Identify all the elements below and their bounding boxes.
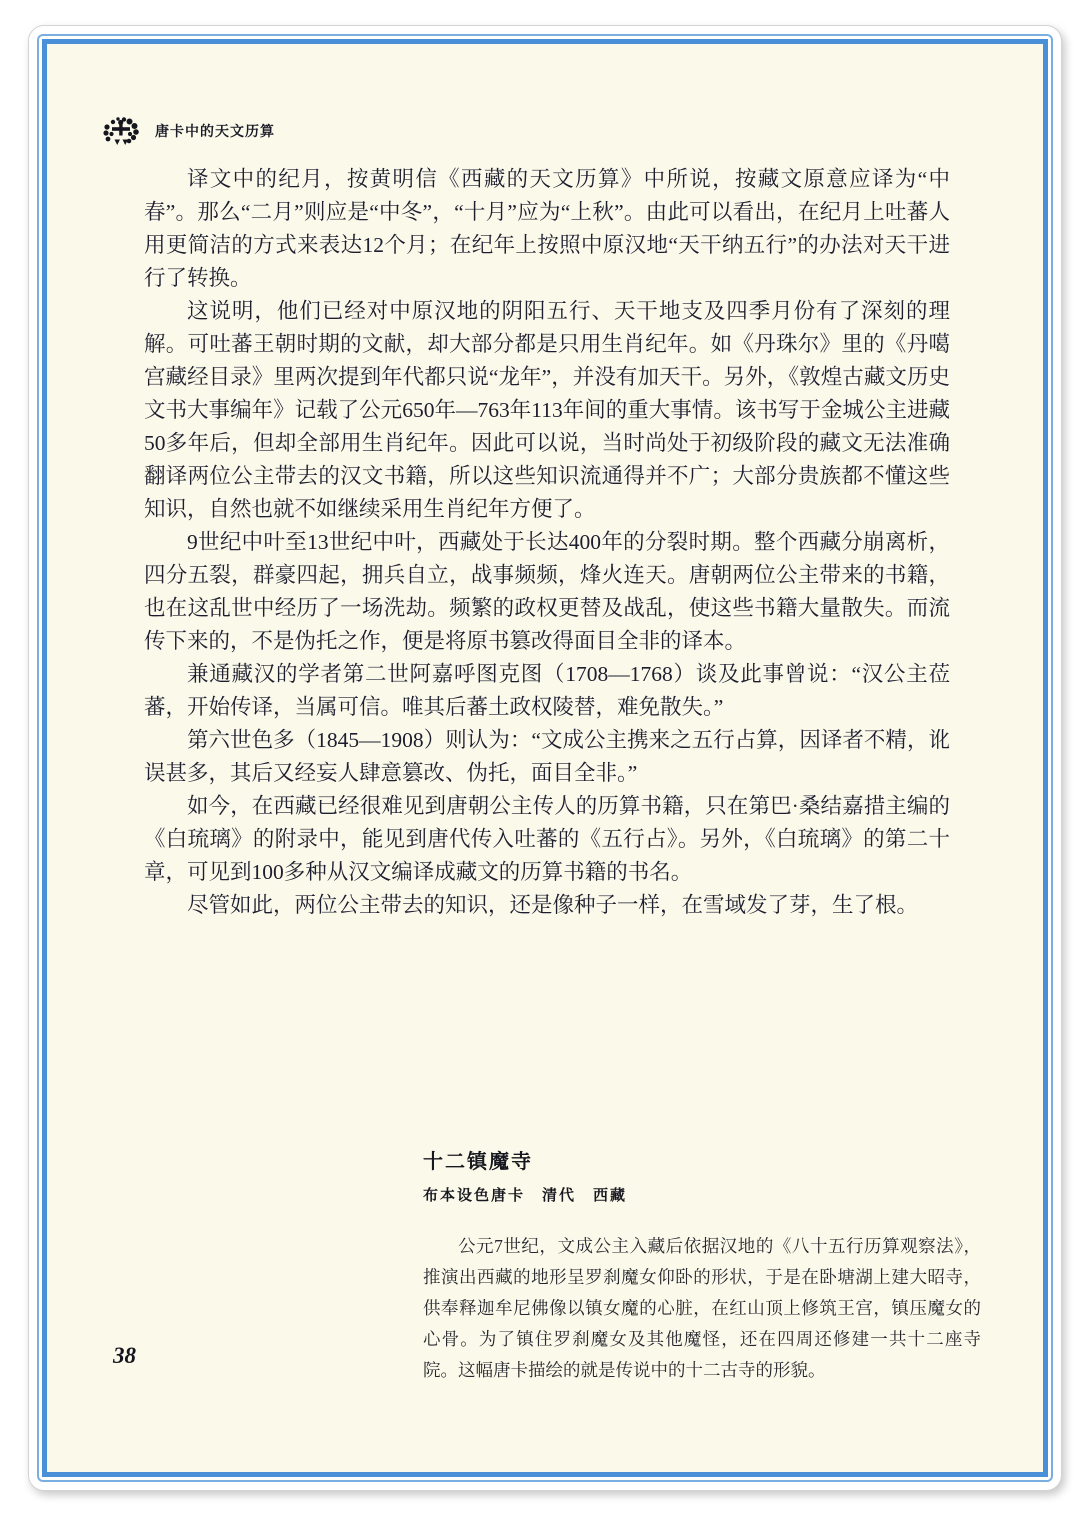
caption-text: 公元7世纪，文成公主入藏后依据汉地的《八十五行历算观察法》，推演出西藏的地形呈罗刹魔女仰卧的形状，于是在卧塘湖上建大昭寺，供奉释迦牟尼佛像以镇女魔的心脏，在红山顶上修筑王宫，镇压魔女的心骨。为了镇住罗刹魔女及其他魔怪，还在四周还修建一共十二座寺院。这幅唐卡描绘的就是传说中的十二古寺的形貌。 bbox=[423, 1236, 981, 1380]
outer-blue-frame bbox=[37, 34, 1053, 1482]
page-content bbox=[47, 44, 1043, 1472]
caption-subtitle: 布本设色唐卡 清代 西藏 bbox=[423, 1186, 628, 1204]
page-number: 38 bbox=[113, 1343, 136, 1368]
body-paragraph: 9世纪中叶至13世纪中叶，西藏处于长达400年的分裂时期。整个西藏分崩离析，四分五裂，群豪四起，拥兵自立，战事频频，烽火连天。唐朝两位公主带来的书籍，也在这乱世中经历了一场洗劫。频繁的政权更替及战乱，使这些书籍大量散失。而流传下来的，不是伪托之作，便是将原书篡改得面目全非的译本。 bbox=[144, 530, 950, 653]
running-header bbox=[102, 114, 275, 148]
dotted-emblem-icon bbox=[102, 114, 140, 148]
body-paragraph: 兼通藏汉的学者第二世阿嘉呼图克图（1708—1768）谈及此事曾说：“汉公主莅蕃，开始传译，当属可信。唯其后蕃土政权陵替，难免散失。” bbox=[144, 662, 950, 719]
thangka-caption bbox=[423, 1145, 981, 1386]
body-paragraph: 第六世色多（1845—1908）则认为：“文成公主携来之五行占算，因译者不精，讹误甚多，其后又经妄人肆意篡改、伪托，面目全非。” bbox=[144, 728, 950, 785]
body-paragraph: 这说明，他们已经对中原汉地的阴阳五行、天干地支及四季月份有了深刻的理解。可吐蕃王朝时期的文献，却大部分都是只用生肖纪年。如《丹珠尔》里的《丹噶宫藏经目录》里两次提到年代都只说“龙年”，并没有加天干。另外，《敦煌古藏文历史文书大事编年》记载了公元650年—763年113年间的重大事情。该书写于金城公主进藏50多年后，但却全部用生肖纪年。因此可以说，当时尚处于初级阶段的藏文无法准确翻译两位公主带去的汉文书籍，所以这些知识流通得并不广；大部分贵族都不懂这些知识，自然也就不如继续采用生肖纪年方便了。 bbox=[144, 299, 950, 521]
body-paragraph: 尽管如此，两位公主带去的知识，还是像种子一样，在雪域发了芽，生了根。 bbox=[187, 893, 919, 917]
book-title: 唐卡中的天文历算 bbox=[155, 124, 275, 140]
book-page-card bbox=[28, 25, 1062, 1491]
body-paragraphs bbox=[144, 163, 950, 922]
caption-title: 十二镇魔寺 bbox=[423, 1149, 533, 1173]
body-paragraph: 如今，在西藏已经很难见到唐朝公主传人的历算书籍，只在第巴·桑结嘉措主编的《白琉璃》的附录中，能见到唐代传入吐蕃的《五行占》。另外，《白琉璃》的第二十章，可见到100多种从汉文编译成藏文的历算书籍的书名。 bbox=[144, 794, 950, 884]
inner-blue-frame bbox=[42, 39, 1048, 1477]
body-paragraph: 译文中的纪月，按黄明信《西藏的天文历算》中所说，按藏文原意应译为“中春”。那么“二月”则应是“中冬”，“十月”应为“上秋”。由此可以看出，在纪月上吐蕃人用更简洁的方式来表达12个月；在纪年上按照中原汉地“天干纳五行”的办法对天干进行了转换。 bbox=[144, 167, 950, 290]
